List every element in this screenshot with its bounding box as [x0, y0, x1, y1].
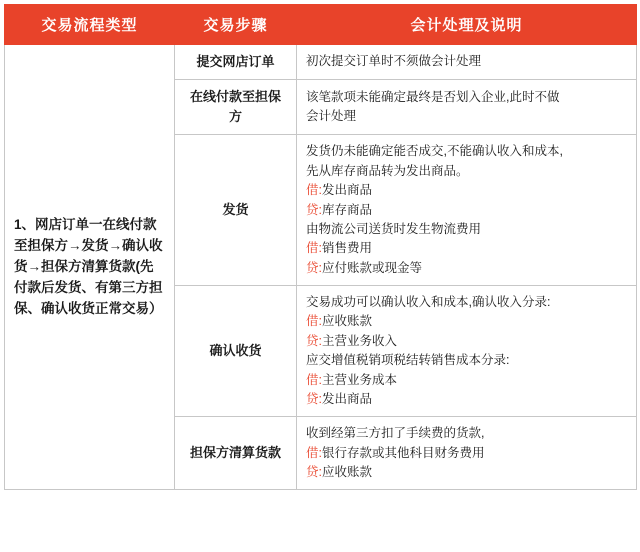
detail-line — [306, 424, 627, 443]
entry-text: 交易成功可以确认收入和成本,确认收入分录: — [306, 295, 551, 310]
entry-text: 发货仍未能确定能否成交,不能确认收入和成本, — [306, 144, 563, 159]
detail-cell — [297, 135, 637, 286]
detail-line — [306, 201, 627, 220]
entry-text: 库存商品 — [321, 202, 372, 217]
entry-mark: 借: — [306, 372, 322, 387]
detail-cell — [297, 80, 637, 135]
header-step: 交易步骤 — [175, 5, 297, 45]
entry-mark: 借: — [306, 183, 322, 198]
entry-text: 应付账款或现金等 — [321, 260, 422, 275]
entry-mark: 贷: — [306, 465, 322, 480]
header-accounting: 会计处理及说明 — [297, 5, 637, 45]
entry-mark: 贷: — [306, 391, 322, 406]
detail-line — [306, 351, 627, 370]
detail-line — [306, 142, 627, 161]
detail-line — [306, 444, 627, 463]
detail-line — [306, 88, 627, 107]
accounting-flow-table — [4, 4, 637, 490]
header-row — [5, 5, 637, 45]
step-cell: 发货 — [175, 135, 297, 286]
entry-text: 主营业务成本 — [321, 372, 397, 387]
entry-text: 由物流公司送货时发生物流费用 — [306, 221, 482, 236]
detail-cell — [297, 286, 637, 417]
detail-line — [306, 463, 627, 482]
entry-mark: 借: — [306, 241, 322, 256]
entry-mark: 贷: — [306, 260, 322, 275]
entry-text: 发出商品 — [321, 183, 372, 198]
entry-text: 初次提交订单时不须做会计处理 — [306, 54, 482, 69]
entry-text: 该笔款项未能确定最终是否划入企业,此时不做 — [306, 89, 560, 104]
entry-text: 会计处理 — [306, 109, 357, 124]
detail-line — [306, 371, 627, 390]
detail-line — [306, 332, 627, 351]
header-flow-type: 交易流程类型 — [5, 5, 175, 45]
entry-text: 主营业务收入 — [321, 333, 397, 348]
entry-text: 应交增值税销项税结转销售成本分录: — [306, 353, 510, 368]
entry-mark: 贷: — [306, 333, 322, 348]
detail-line — [306, 390, 627, 409]
detail-line — [306, 181, 627, 200]
detail-cell — [297, 45, 637, 80]
entry-text: 应收账款 — [321, 465, 372, 480]
entry-text: 销售费用 — [321, 241, 372, 256]
detail-line — [306, 107, 627, 126]
detail-line — [306, 312, 627, 331]
entry-text: 应收账款 — [321, 314, 372, 329]
detail-line — [306, 52, 627, 71]
detail-line — [306, 259, 627, 278]
step-cell: 提交网店订单 — [175, 45, 297, 80]
entry-text: 先从库存商品转为发出商品。 — [306, 163, 469, 178]
entry-mark: 贷: — [306, 202, 322, 217]
entry-text: 银行存款或其他科目财务费用 — [321, 445, 485, 460]
detail-line — [306, 239, 627, 258]
detail-cell — [297, 417, 637, 490]
entry-text: 收到经第三方扣了手续费的货款, — [306, 426, 485, 441]
step-cell: 担保方清算货款 — [175, 417, 297, 490]
detail-line — [306, 293, 627, 312]
entry-mark: 借: — [306, 314, 322, 329]
table-header — [5, 5, 637, 45]
entry-text: 发出商品 — [321, 391, 372, 406]
step-cell: 在线付款至担保方 — [175, 80, 297, 135]
entry-mark: 借: — [306, 445, 322, 460]
detail-line — [306, 162, 627, 181]
table-row — [5, 45, 637, 80]
flow-type-cell: 1、网店订单一在线付款至担保方→发货→确认收货→担保方清算货款(先付款后发货、有第三方担保、确认收货正常交易） — [5, 45, 175, 490]
table-body — [5, 45, 637, 490]
detail-line — [306, 220, 627, 239]
step-cell: 确认收货 — [175, 286, 297, 417]
